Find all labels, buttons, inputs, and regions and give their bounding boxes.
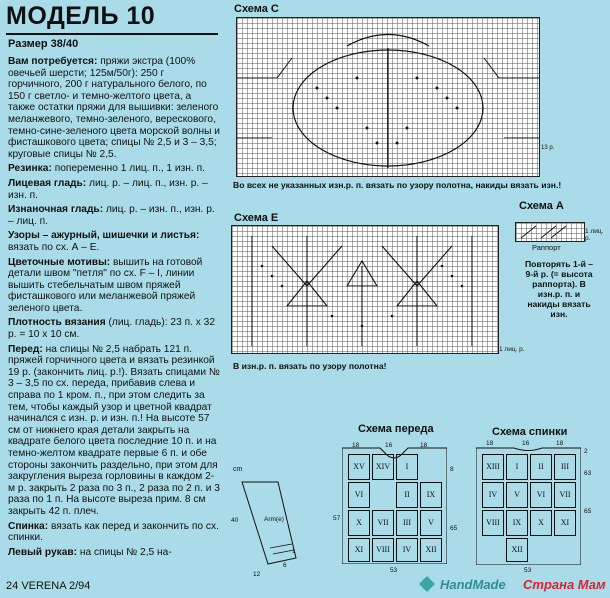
scheme-c-title: Схема С [234, 3, 279, 15]
instructions-column [8, 56, 220, 561]
front-dim-bottom: 53 [390, 567, 398, 574]
front-dim-side-a: 8 [450, 466, 454, 473]
back-dim-side-b: 63 [584, 470, 592, 477]
sleeve-label: Arm(e) [264, 516, 284, 523]
watermark-text-1: HandMade [440, 577, 506, 592]
front-scheme-title: Схема переда [358, 423, 434, 435]
rib-text: попеременно 1 лиц. п., 1 изн. п. [54, 163, 205, 175]
need-text: пряжи экстра (100% овечьей шерсти; 125м/50г): 250 г горчичного, 200 г натурального белого, по 150 г светло- и темно-желтого цвета, а также остатки пряжи для вышивки: зеленого меланжевого, темно-зеленого, верескового, темно-сине-зеленого цвета морской волны и фисташкового цвета; спицы № 2,5 и 3 – 3,5; круговые спицы № 2,5. [8, 56, 220, 160]
page-footer [6, 580, 90, 592]
scheme-a-title: Схема А [519, 200, 564, 212]
back-dim-top-c: 18 [556, 440, 564, 447]
scheme-c-chart [236, 17, 540, 177]
back-cell: XII [506, 538, 528, 562]
back-cell: VIII [482, 510, 504, 536]
front-cell: V [420, 510, 442, 536]
sleeve-dim-a: 40 [231, 517, 239, 524]
sleeve-label: Левый рукав: [8, 546, 78, 558]
back-dim-top-a: 18 [486, 440, 494, 447]
front-dim-top-b: 16 [385, 442, 393, 449]
scheme-a-repeat: Раппорт [532, 243, 561, 252]
front-cell: XI [348, 538, 370, 562]
scheme-e-motif [232, 226, 498, 353]
front-label: Перед: [8, 343, 43, 355]
back-cell: III [554, 454, 576, 480]
magazine-name: VERENA 2/94 [21, 580, 91, 592]
watermark-text-2: Страна Мам [523, 577, 606, 592]
back-text: вязать как перед и закончить по сх. спинки. [8, 520, 219, 544]
back-cell: X [530, 510, 552, 536]
front-dim-top-c: 18 [420, 442, 428, 449]
sleeve-dim-d: 1 [292, 548, 296, 555]
back-dim-bottom: 53 [524, 567, 532, 574]
page-number: 24 [6, 580, 19, 592]
scheme-a-chart [515, 222, 585, 242]
patt-text: вязать по сх. А – Е. [8, 241, 100, 253]
sleeve-dim-b: 12 [253, 571, 261, 578]
sleeve-outline [240, 478, 300, 568]
back-scheme-title: Схема спинки [492, 426, 568, 438]
front-scheme [342, 440, 447, 564]
scheme-e-chart [231, 225, 499, 354]
size-label: Размер 38/40 [8, 38, 79, 50]
watermark-logo-icon [418, 575, 436, 598]
front-dim-side-c: 65 [450, 525, 458, 532]
back-label: Спинка: [8, 520, 49, 532]
back-cell: V [506, 482, 528, 508]
scheme-c-row-label: 13 р. [541, 145, 555, 151]
st-label: Лицевая гладь: [8, 177, 87, 189]
scheme-a-note: Повторять 1-й – 9-й р. (= высота раппорта). В изн.р. п. и накиды вязать изн. [524, 259, 594, 319]
sleeve-cm: cm [233, 466, 243, 473]
back-cell: VII [554, 482, 576, 508]
need-label: Вам потребуется: [8, 56, 98, 67]
st-text: лиц. р. – лиц. п., изн. р. – изн. п. [8, 177, 208, 201]
front-cell: X [348, 510, 370, 536]
flow-label: Цветочные мотивы: [8, 256, 111, 268]
rev-text: лиц. р. – изн. п., изн. р. – лиц. п. [8, 204, 215, 227]
front-cell: XIV [372, 454, 394, 480]
back-cell: XIII [482, 454, 504, 480]
back-dim-side-a: 2 [584, 448, 588, 455]
front-cell: XV [348, 454, 370, 480]
watermark-diamond-icon [418, 575, 436, 593]
front-cell: VI [348, 482, 370, 508]
front-cell: IX [420, 482, 442, 508]
front-dim-side-b: 57 [333, 515, 341, 522]
sleeve-text: на спицы № 2,5 на- [79, 546, 172, 558]
gauge-text: (лиц. гладь): 23 п. х 32 р. = 10 х 10 см. [8, 317, 216, 341]
page-title: МОДЕЛЬ 10 [6, 2, 156, 30]
title-rule [6, 33, 218, 35]
front-cell: IV [396, 538, 418, 562]
back-cell: IV [482, 482, 504, 508]
front-dim-top-a: 18 [352, 442, 360, 449]
front-cell: XII [420, 538, 442, 562]
front-cell: VII [372, 510, 394, 536]
rev-label: Изнаночная гладь: [8, 204, 104, 216]
back-dim-top-b: 16 [522, 440, 530, 447]
front-cell: VIII [372, 538, 394, 562]
scheme-e-row-label: 1 лиц. р. [499, 346, 525, 353]
sleeve-dim-c: 6 [283, 562, 287, 569]
back-cell: VI [530, 482, 552, 508]
rib-label: Резинка: [8, 163, 52, 175]
scheme-a-motif [516, 223, 584, 241]
back-cell: IX [506, 510, 528, 536]
scheme-c-row-numbers [541, 18, 571, 176]
scheme-e-title: Схема Е [234, 212, 279, 224]
gauge-label: Плотность вязания [8, 317, 106, 329]
back-cell: II [530, 454, 552, 480]
front-text: на спицы № 2,5 набрать 121 п. пряжей горчичного цвета и вязать резинкой 19 р. (закончить лиц. р.!). Вязать спицами № 3 – 3,5 по сх. переда, прибавив слева и справа по 1 кром. п., при этом следить за тем, чтобы каждый узор и цветной квадрат начинался с изн. р. и изн. п.! На высоте 57 см от нижнего края детали закрыть на квадрате белого цвета последние 10 п. и на темно-желтом квадрате первые 6 п. и обе стороны закончить раздельно, при этом для закругления выреза горловины в каждом 2-м р. закрыть 2 раза по 3 п., 2 раза по 2 п. и 3 раза по 1 п. На высоте выреза прим. 8 см закрыть 42 п. плеч. [8, 343, 220, 517]
front-cell: I [396, 454, 418, 480]
front-cell: II [396, 482, 418, 508]
back-dim-side-c: 65 [584, 508, 592, 515]
patt-label: Узоры – ажурный, шишечки и листья: [8, 230, 200, 242]
back-cell: I [506, 454, 528, 480]
front-cell: III [396, 510, 418, 536]
scheme-a-row-label: 1 лиц. р. [585, 228, 604, 242]
scheme-c-note: Во всех не указанных изн.р. п. вязать по узору полотна, накиды вязать изн.! [233, 180, 562, 190]
scheme-e-note: В изн.р. п. вязать по узору полотна! [233, 361, 387, 371]
back-cell: XI [554, 510, 576, 536]
scheme-c-motif [237, 18, 539, 176]
flow-text: вышить на готовой детали швом "петля" по сх. F – I, линии вышить стебельчатым швом пряжей фисташкового или меланжевой пряжей зеленого цвета. [8, 256, 203, 314]
back-scheme [476, 444, 581, 565]
